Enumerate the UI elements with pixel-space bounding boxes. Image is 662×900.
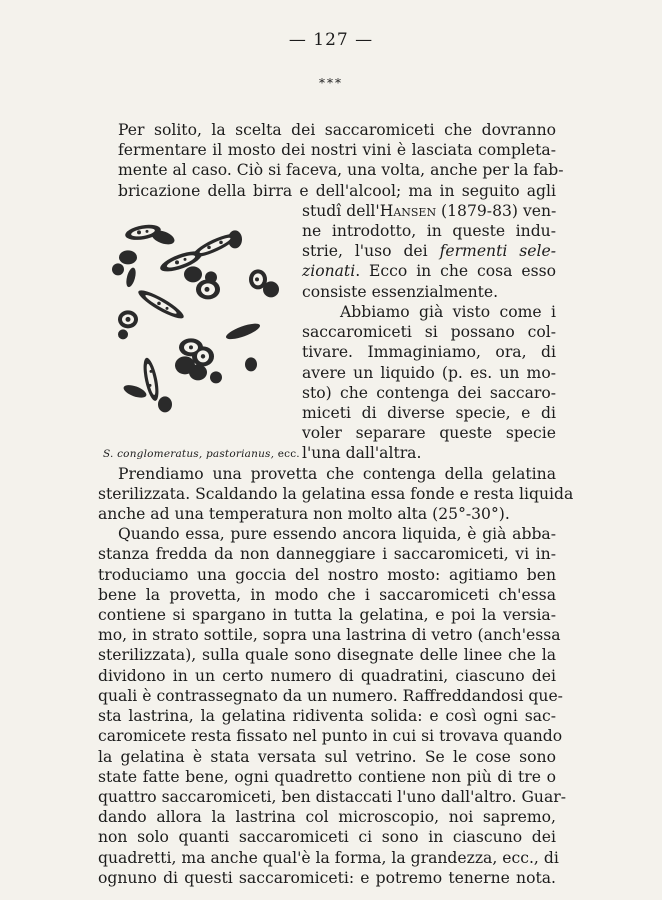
text-line: strie, l'uso dei fermenti sele- (302, 242, 556, 261)
text-line: avere un liquido (p. es. un mo- (302, 363, 556, 382)
text-line: studî dell'Hansen (1879-83) ven- (302, 201, 557, 220)
text-line: saccaromiceti si possano col- (302, 323, 556, 342)
text-line: voler separare queste specie (302, 424, 556, 443)
page-number: — 127 — (288, 30, 374, 50)
text-line: Per solito, la scelta dei saccaromiceti che dovranno (118, 121, 556, 139)
text-line: fermentare il mosto dei nostri vini è lasciata completa- (118, 141, 556, 160)
figure-caption: S. conglomeratus, pastorianus, ecc. (103, 447, 300, 460)
text-line: sterilizzata. Scaldando la gelatina essa fonde e resta liquida (98, 484, 574, 503)
text-line: Quando essa, pure essendo ancora liquida, è già abba- (118, 525, 556, 544)
text-line: state fatte bene, ogni quadretto contiene non più di tre o (98, 767, 556, 786)
text-line: mente al caso. Ciò si faceva, una volta, anche per la fab- (118, 161, 564, 180)
text-line: quadretti, ma anche qual'è la forma, la grandezza, ecc., di (98, 848, 559, 867)
text-line: mo, in strato sottile, sopra una lastrina di vetro (anch'essa (98, 626, 561, 645)
text-line: anche ad una temperatura non molto alta (25°-30°). (98, 505, 510, 523)
text-line: consiste essenzialmente. (302, 282, 499, 301)
text-line: miceti di diverse specie, e di (302, 403, 556, 422)
text-line: dividono in un certo numero di quadratini, ciascuno dei (98, 666, 556, 685)
text-line: non solo quanti saccaromiceti ci sono in ciascuno dei (98, 828, 556, 847)
text-line: ne introdotto, in queste indu- (302, 222, 556, 241)
yeast-cells-illustration (103, 193, 295, 446)
text-line: dando allora la lastrina col microscopio, noi sapremo, (98, 808, 556, 827)
text-line: zionati. Ecco in che cosa esso (302, 262, 556, 281)
text-line: sta lastrina, la gelatina ridiventa solida: e così ogni sac- (98, 707, 556, 726)
text-line: bricazione della birra e dell'alcool; ma in seguito agli (118, 181, 556, 200)
text-line: l'una dall'altra. (302, 444, 422, 463)
text-line: Abbiamo già visto come i (340, 302, 556, 321)
text-line: la gelatina è stata versata sul vetrino. Se le cose sono (98, 747, 556, 766)
text-line: troduciamo una goccia del nostro mosto: agitiamo ben (98, 565, 556, 584)
text-line: bene la provetta, in modo che i saccaromiceti ch'essa (98, 585, 556, 604)
text-line: quattro saccaromiceti, ben distaccati l'uno dall'altro. Guar- (98, 787, 566, 806)
text-line: Prendiamo una provetta che contenga della gelatina (118, 464, 556, 483)
text-line: sto) che contenga dei saccaro- (302, 383, 556, 402)
text-line: caromicete resta fissato nel punto in cui si trovava quando (98, 727, 563, 746)
text-line: sterilizzata), sulla quale sono disegnate delle linee che la (98, 646, 556, 665)
text-line: ognuno di questi saccaromiceti: e potremo tenerne nota. (98, 868, 556, 887)
text-line: tivare. Immaginiamo, ora, di (302, 343, 556, 362)
text-line: stanza fredda da non danneggiare i saccaromiceti, vi in- (98, 545, 556, 564)
section-separator: *** (319, 76, 343, 90)
text-line: contiene si spargano in tutta la gelatina, e poi la versia- (98, 606, 556, 625)
text-line: quali è contrassegnato da un numero. Raffreddandosi que- (98, 686, 563, 705)
